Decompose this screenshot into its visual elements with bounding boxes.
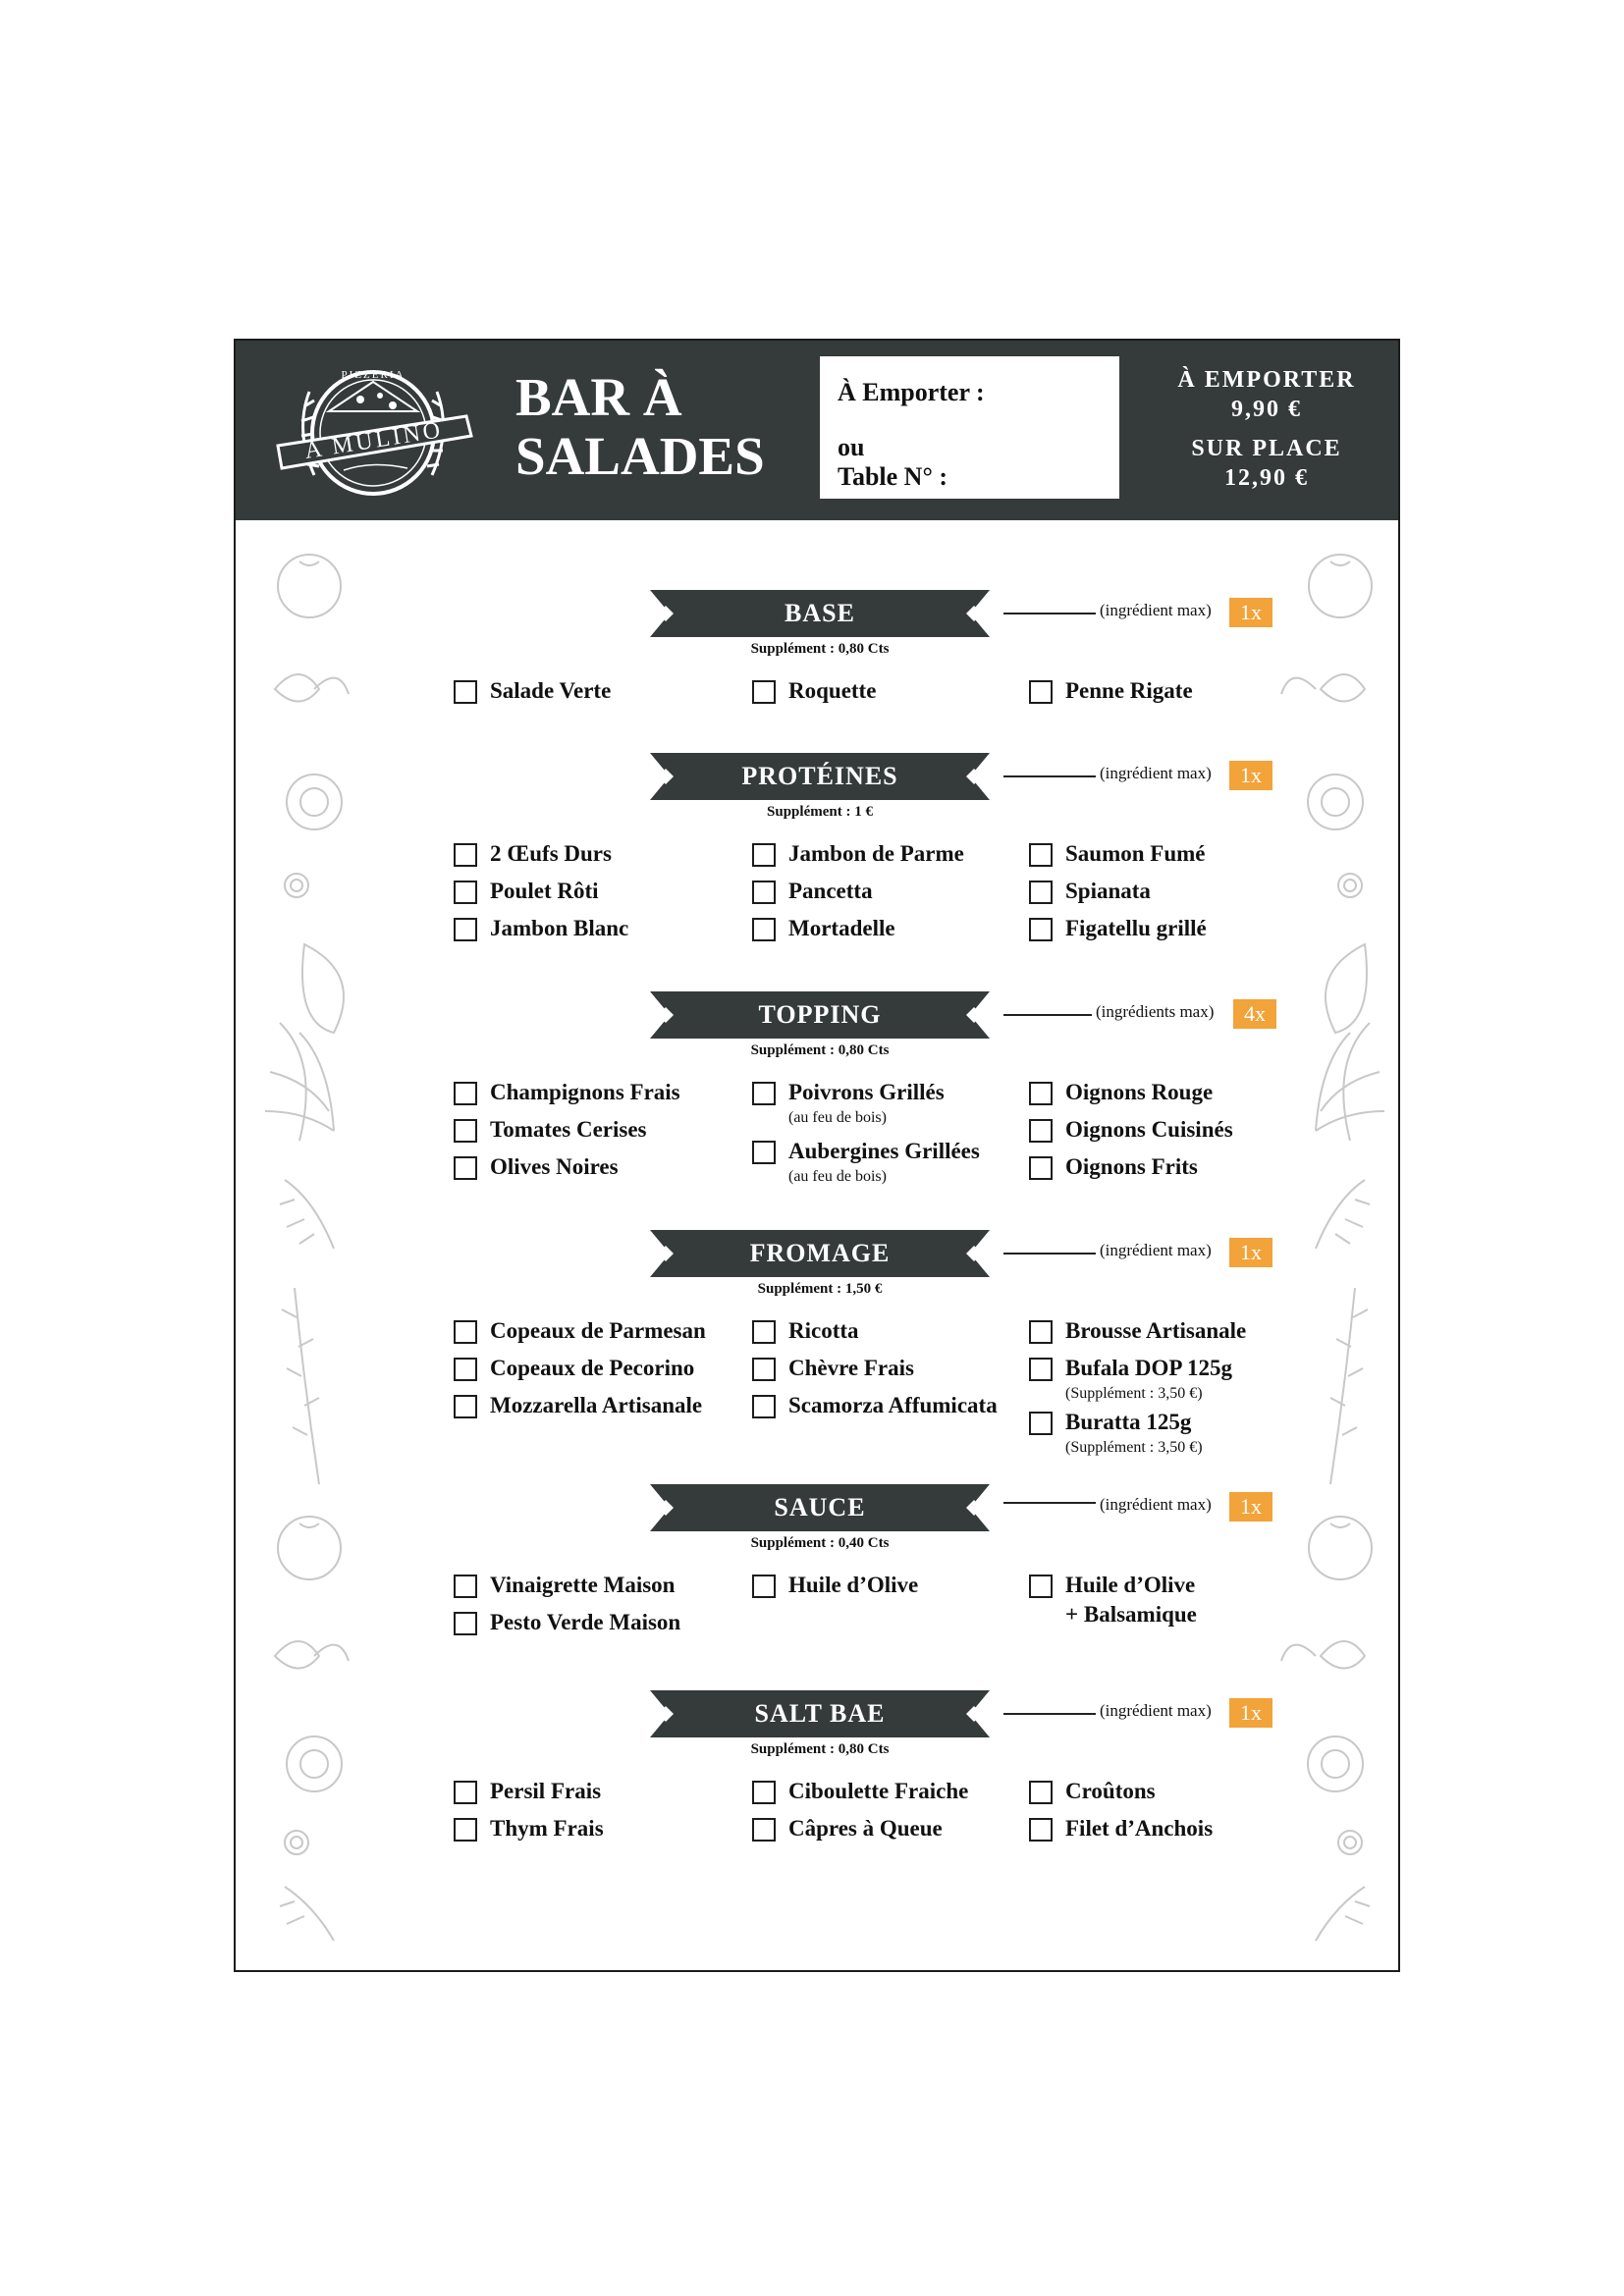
- item-note: (Supplément : 3,50 €): [1065, 1385, 1203, 1402]
- checkbox[interactable]: [1029, 843, 1053, 867]
- checkbox[interactable]: [1029, 1082, 1053, 1105]
- order-type-box[interactable]: [820, 356, 1119, 499]
- divider: [1003, 1713, 1096, 1715]
- checkbox[interactable]: [454, 1612, 477, 1635]
- section-supplement: Supplément : 0,80 Cts: [750, 1741, 890, 1757]
- checkbox[interactable]: [454, 1320, 477, 1344]
- checkbox[interactable]: [1029, 1781, 1053, 1804]
- max-ingredient-label: (ingrédient max): [1100, 601, 1212, 619]
- checkbox[interactable]: [454, 918, 477, 941]
- item-note: (au feu de bois): [788, 1168, 887, 1185]
- section-title: FROMAGE: [749, 1239, 891, 1267]
- section-supplement: Supplément : 0,80 Cts: [750, 1042, 890, 1058]
- divider: [1003, 1502, 1096, 1504]
- checkbox[interactable]: [752, 1395, 776, 1418]
- section-title: SAUCE: [774, 1493, 866, 1522]
- section-supplement: Supplément : 1,50 €: [757, 1281, 883, 1297]
- checkbox[interactable]: [454, 1082, 477, 1105]
- or-label: ou: [838, 433, 865, 461]
- checkbox[interactable]: [1029, 881, 1053, 904]
- page-title-line1: BAR À: [515, 367, 682, 427]
- checkbox[interactable]: [1029, 1575, 1053, 1598]
- max-count-badge: 4x: [1233, 999, 1276, 1029]
- checkbox[interactable]: [454, 1156, 477, 1180]
- checkbox[interactable]: [1029, 1156, 1053, 1180]
- section-supplement: Supplément : 0,40 Cts: [750, 1535, 890, 1551]
- logo-top-text: PIZZERIA: [341, 369, 406, 381]
- max-ingredient-label: (ingrédient max): [1100, 1241, 1212, 1259]
- checkbox[interactable]: [454, 1781, 477, 1804]
- takeaway-price: 9,90 €: [1231, 397, 1302, 422]
- checkbox[interactable]: [454, 843, 477, 867]
- checkbox[interactable]: [1029, 918, 1053, 941]
- logo-name: A MULINO: [302, 417, 445, 464]
- checkbox[interactable]: [752, 1320, 776, 1344]
- section-title: SALT BAE: [754, 1699, 886, 1728]
- arugula-icon: [280, 1180, 334, 1249]
- checkbox[interactable]: [454, 1818, 477, 1842]
- checkbox[interactable]: [1029, 1119, 1053, 1143]
- pizza-wheat-logo-icon: [270, 352, 476, 509]
- herb-bunch-icon: [265, 1023, 334, 1141]
- max-ingredient-label: (ingrédient max): [1100, 1701, 1212, 1720]
- page-title: [515, 368, 765, 486]
- section-supplement: Supplément : 0,80 Cts: [750, 641, 890, 657]
- table-number-field-label: Table N° :: [838, 462, 948, 491]
- takeaway-field-label: À Emporter :: [838, 378, 985, 406]
- tomato-slice-icon: [287, 774, 342, 829]
- max-ingredient-label: (ingrédients max): [1096, 1002, 1215, 1021]
- checkbox[interactable]: [752, 1082, 776, 1105]
- onsite-price: 12,90 €: [1224, 465, 1309, 491]
- checkbox[interactable]: [454, 1395, 477, 1418]
- checkbox[interactable]: [752, 1141, 776, 1164]
- checkbox[interactable]: [1029, 1320, 1053, 1344]
- decorative-vegetables-left: [255, 542, 363, 1946]
- checkbox[interactable]: [1029, 1358, 1053, 1381]
- checkbox[interactable]: [752, 843, 776, 867]
- order-sheet: PIZZERIA A MULINO BAR À SALADES À Emporter : ou Table N° : À EMPORTER 9,90 € SUR PLACE 12,90 € BASE Supplément : 0,80 Cts (ingrédient max) 1x Salade Verte Roquette Penne Rigate PROTÉINES Supplément : 1 € (ingrédient max) 1x 2 Œufs Durs Poulet Rôti Jambon Blanc Jambon de Parme Pancetta Mortadelle Saumon Fumé Spianata Figatellu grillé TOPPING Supplément : 0,80 Cts (ingrédients max) 4x Champignons Frais Tomates Cerises Olives Noires Poivrons Grillés (au feu de bois) Aubergines Grillées (au feu de bois) Oignons Rouge Oignons Cuisinés Oignons Frits FROMAGE Supplément : 1,50 € (ingrédient max) 1x Copeaux de Parmesan Copeaux de Pecorino Mozzarella Artisanale Ricotta Chèvre Frais Scamorza Affumicata Brousse Artisanale Bufala DOP 125g (Supplément : 3,50 €) Buratta 125g (Supplément : 3,50 €) SAUCE Supplément : 0,40 Cts (ingrédient max) 1x Vinaigrette Maison Pesto Verde Maison Huile d’Olive Huile d’Olive + Balsamique SALT BAE Supplément : 0,80 Cts (ingrédient max) 1x Persil Frais Thym Frais Ciboulette Fraiche Câpres à Queue Croûtons Filet d’Anchois: [234, 339, 1400, 1972]
- max-count-badge: 1x: [1229, 1238, 1272, 1267]
- checkbox[interactable]: [752, 1358, 776, 1381]
- max-count-badge: 1x: [1229, 1698, 1272, 1728]
- section-supplement: Supplément : 1 €: [767, 804, 873, 820]
- item-note: (Supplément : 3,50 €): [1065, 1439, 1203, 1456]
- checkbox[interactable]: [454, 881, 477, 904]
- page-title-line2: SALADES: [515, 426, 765, 486]
- checkbox[interactable]: [454, 680, 477, 704]
- item-note: (au feu de bois): [788, 1109, 887, 1126]
- max-count-badge: 1x: [1229, 598, 1272, 627]
- item-label-line2: + Balsamique: [1065, 1602, 1197, 1627]
- onsite-price-label: SUR PLACE: [1191, 436, 1342, 461]
- checkbox[interactable]: [1029, 1412, 1053, 1435]
- checkbox[interactable]: [752, 881, 776, 904]
- max-count-badge: 1x: [1229, 1492, 1272, 1522]
- checkbox[interactable]: [1029, 1818, 1053, 1842]
- divider: [1003, 613, 1096, 614]
- checkbox[interactable]: [454, 1119, 477, 1143]
- checkbox[interactable]: [752, 1575, 776, 1598]
- checkbox[interactable]: [752, 918, 776, 941]
- checkbox[interactable]: [454, 1358, 477, 1381]
- checkbox[interactable]: [1029, 680, 1053, 704]
- header: [236, 341, 1398, 520]
- tomato-icon: [278, 555, 341, 617]
- checkbox[interactable]: [752, 1818, 776, 1842]
- section-title: PROTÉINES: [741, 762, 898, 790]
- section-title: TOPPING: [758, 1000, 882, 1029]
- max-count-badge: 1x: [1229, 761, 1272, 790]
- section-title: BASE: [785, 599, 855, 627]
- checkbox[interactable]: [752, 680, 776, 704]
- rosemary-icon: [282, 1288, 319, 1484]
- checkbox[interactable]: [752, 1781, 776, 1804]
- onion-icon: [302, 944, 344, 1033]
- max-ingredient-label: (ingrédient max): [1100, 1495, 1212, 1514]
- divider: [1003, 775, 1096, 777]
- basil-icon: [275, 674, 349, 702]
- price-block: [1154, 365, 1380, 493]
- takeaway-price-label: À EMPORTER: [1177, 367, 1356, 393]
- divider: [1003, 1014, 1092, 1016]
- decorative-vegetables-right: [1276, 542, 1394, 1946]
- max-ingredient-label: (ingrédient max): [1100, 764, 1212, 782]
- divider: [1003, 1253, 1096, 1255]
- checkbox[interactable]: [454, 1575, 477, 1598]
